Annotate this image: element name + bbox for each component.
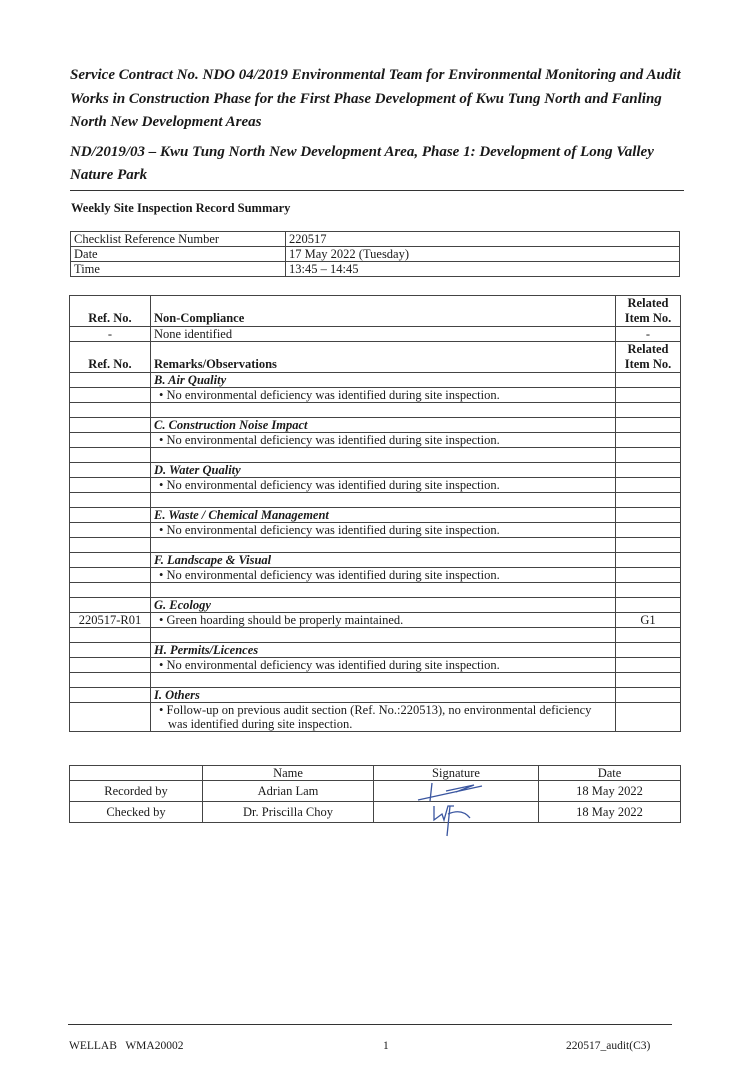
- category-label: D. Water Quality: [151, 463, 616, 478]
- name-cell: Adrian Lam: [203, 781, 374, 802]
- spacer-row: [70, 538, 681, 553]
- related-cell: [616, 658, 681, 673]
- category-label: E. Waste / Chemical Management: [151, 508, 616, 523]
- noncompliance-header-row: [70, 296, 681, 327]
- observation-text: • No environmental deficiency was identified during site inspection.: [151, 568, 616, 583]
- info-label: Checklist Reference Number: [71, 232, 286, 247]
- related-cell: [616, 478, 681, 493]
- table-row: [71, 247, 680, 262]
- date-header: Date: [539, 766, 681, 781]
- ref-cell: [70, 568, 151, 583]
- info-label: Time: [71, 262, 286, 277]
- role-header: [70, 766, 203, 781]
- table-row: [70, 802, 681, 823]
- spacer-row: [70, 493, 681, 508]
- category-label: I. Others: [151, 688, 616, 703]
- date-cell: 18 May 2022: [539, 802, 681, 823]
- footer-file-ref: 220517_audit(C3): [566, 1040, 651, 1052]
- related-cell: [616, 703, 681, 732]
- bullet-icon: •: [159, 433, 164, 447]
- column-header-noncompliance: Non-Compliance: [151, 296, 616, 327]
- table-row: [71, 262, 680, 277]
- related-cell: G1: [616, 613, 681, 628]
- inspection-info-table: [70, 231, 680, 277]
- related-cell: [616, 433, 681, 448]
- category-label: G. Ecology: [151, 598, 616, 613]
- observation-text: • No environmental deficiency was identified during site inspection.: [151, 433, 616, 448]
- ref-cell: -: [70, 327, 151, 342]
- observation-text: • No environmental deficiency was identified during site inspection.: [151, 388, 616, 403]
- observation-text: • No environmental deficiency was identified during site inspection.: [151, 523, 616, 538]
- signoff-header-row: [70, 766, 681, 781]
- category-label: F. Landscape & Visual: [151, 553, 616, 568]
- header-divider: [70, 190, 684, 191]
- related-cell: [616, 388, 681, 403]
- category-label: H. Permits/Licences: [151, 643, 616, 658]
- remarks-header-row: [70, 342, 681, 373]
- bullet-icon: •: [159, 478, 164, 492]
- category-row: [70, 463, 681, 478]
- table-row: [70, 781, 681, 802]
- ref-cell: [70, 658, 151, 673]
- category-row: [70, 553, 681, 568]
- info-value: 17 May 2022 (Tuesday): [286, 247, 680, 262]
- column-header-remarks: Remarks/Observations: [151, 342, 616, 373]
- signature-cell: [374, 781, 539, 802]
- observation-text: • Follow-up on previous audit section (Ref. No.:220513), no environmental deficiency was identified during site inspection.: [151, 703, 616, 732]
- name-cell: Dr. Priscilla Choy: [203, 802, 374, 823]
- contract-title: Service Contract No. NDO 04/2019 Environmental Team for Environmental Monitoring and Audit Works in Construction Phase for the First Phase Development of Kwu Tung North and Fanling North New Development Areas: [70, 67, 681, 130]
- related-cell: -: [616, 327, 681, 342]
- ref-cell: [70, 388, 151, 403]
- observations-table: [69, 295, 681, 732]
- related-cell: [616, 568, 681, 583]
- category-row: [70, 418, 681, 433]
- project-title: ND/2019/03 – Kwu Tung North New Development Area, Phase 1: Development of Long Valley Nature Park: [70, 143, 654, 183]
- table-row: [70, 478, 681, 493]
- category-row: [70, 643, 681, 658]
- ref-cell: [70, 478, 151, 493]
- page-number: 1: [383, 1040, 389, 1052]
- handwritten-signature-icon: [374, 781, 532, 803]
- category-row: [70, 688, 681, 703]
- category-label: C. Construction Noise Impact: [151, 418, 616, 433]
- ref-cell: [70, 703, 151, 732]
- bullet-icon: •: [159, 568, 164, 582]
- table-row: [70, 433, 681, 448]
- column-header-related: [616, 296, 681, 327]
- table-row: [70, 523, 681, 538]
- footer-divider: [68, 1024, 672, 1025]
- ref-cell: 220517-R01: [70, 613, 151, 628]
- related-line2: Item No.: [624, 311, 672, 325]
- category-row: [70, 373, 681, 388]
- info-label: Date: [71, 247, 286, 262]
- signoff-table: [69, 765, 681, 823]
- spacer-row: [70, 403, 681, 418]
- handwritten-signature-icon: [374, 802, 532, 824]
- table-row: [70, 703, 681, 732]
- date-cell: 18 May 2022: [539, 781, 681, 802]
- bullet-icon: •: [159, 658, 164, 672]
- ref-cell: [70, 433, 151, 448]
- observation-text: • Green hoarding should be properly maintained.: [151, 613, 616, 628]
- bullet-icon: •: [159, 613, 164, 627]
- signature-cell: [374, 802, 539, 823]
- role-cell: Checked by: [70, 802, 203, 823]
- bullet-icon: •: [159, 388, 164, 402]
- spacer-row: [70, 628, 681, 643]
- observation-text: • No environmental deficiency was identified during site inspection.: [151, 658, 616, 673]
- document-header: [70, 64, 690, 188]
- related-line1: Related: [627, 296, 669, 310]
- column-header-related: [616, 342, 681, 373]
- related-line1: Related: [627, 342, 669, 356]
- spacer-row: [70, 673, 681, 688]
- info-value: 220517: [286, 232, 680, 247]
- bullet-icon: •: [159, 703, 164, 717]
- table-row: [70, 613, 681, 628]
- bullet-icon: •: [159, 523, 164, 537]
- category-row: [70, 508, 681, 523]
- table-row: [70, 327, 681, 342]
- category-row: [70, 598, 681, 613]
- category-label: B. Air Quality: [151, 373, 616, 388]
- ref-cell: [70, 523, 151, 538]
- table-row: [70, 568, 681, 583]
- related-line2: Item No.: [624, 357, 672, 371]
- table-row: [71, 232, 680, 247]
- role-cell: Recorded by: [70, 781, 203, 802]
- column-header-ref: Ref. No.: [70, 296, 151, 327]
- table-row: [70, 658, 681, 673]
- spacer-row: [70, 448, 681, 463]
- info-value: 13:45 – 14:45: [286, 262, 680, 277]
- observation-text: • No environmental deficiency was identified during site inspection.: [151, 478, 616, 493]
- signature-header: Signature: [374, 766, 539, 781]
- noncompliance-text: None identified: [151, 327, 616, 342]
- table-row: [70, 388, 681, 403]
- name-header: Name: [203, 766, 374, 781]
- section-subtitle: Weekly Site Inspection Record Summary: [71, 201, 291, 215]
- footer-doc-id: WELLAB WMA20002: [69, 1040, 184, 1052]
- column-header-ref: Ref. No.: [70, 342, 151, 373]
- spacer-row: [70, 583, 681, 598]
- related-cell: [616, 523, 681, 538]
